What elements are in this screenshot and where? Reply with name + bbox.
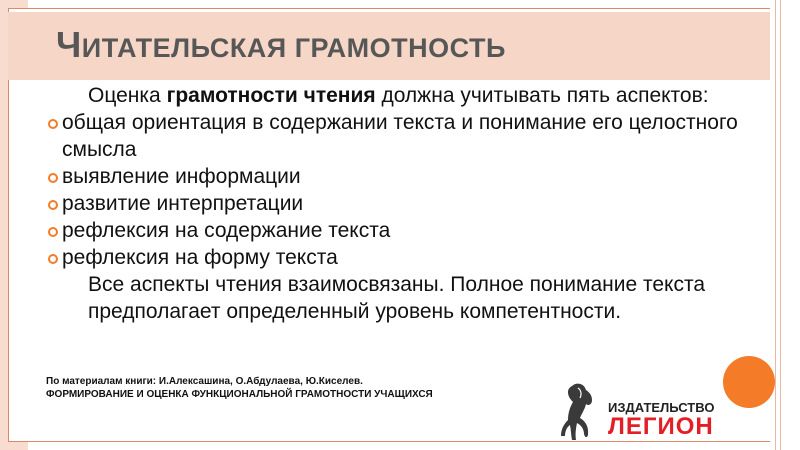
list-item-text: рефлексия на форму текста [62,246,338,269]
intro-bold: грамотности чтения [166,84,376,107]
closing-paragraph: Все аспекты чтения взаимосвязаны. Полное понимание текста предполагает определенный уровень компетентности. [88,273,706,323]
list-item [46,163,746,190]
intro-suffix: должна учитывать пять аспектов: [375,84,709,107]
publisher-logo [558,380,715,444]
list-item-text: развитие интерпретации [62,192,304,215]
title-first-letter: Ч [56,24,82,65]
title-rest: ИТАТЕЛЬСКАЯ ГРАМОТНОСТЬ [81,33,506,63]
list-item [46,190,746,217]
logo-top-text: ИЗДАТЕЛЬСТВО [608,400,715,415]
list-item [46,217,746,244]
intro-paragraph [46,82,746,109]
source-line-2: ФОРМИРОВАНИЕ И ОЦЕНКА ФУНКЦИОНАЛЬНОЙ ГРАМОТНОСТИ УЧАЩИХСЯ [46,389,433,400]
slide-title [56,24,506,66]
source-line-1: По материалам книги: И.Алексашина, О.Абдулаева, Ю.Киселев. [46,376,363,387]
orange-circle-decoration [723,356,775,408]
aspects-list [46,109,746,271]
list-item [46,109,746,163]
list-item-text: рефлексия на содержание текста [62,219,391,242]
list-item-text: общая ориентация в содержании текста и понимание его целостного смысла [62,111,738,161]
slide-content [46,82,746,325]
source-note [46,375,433,401]
intro-prefix: Оценка [88,84,167,107]
list-item [46,244,746,271]
horse-icon [558,380,606,444]
logo-main-text: ЛЕГИОН [608,413,714,440]
list-item-text: выявление информации [62,165,301,188]
